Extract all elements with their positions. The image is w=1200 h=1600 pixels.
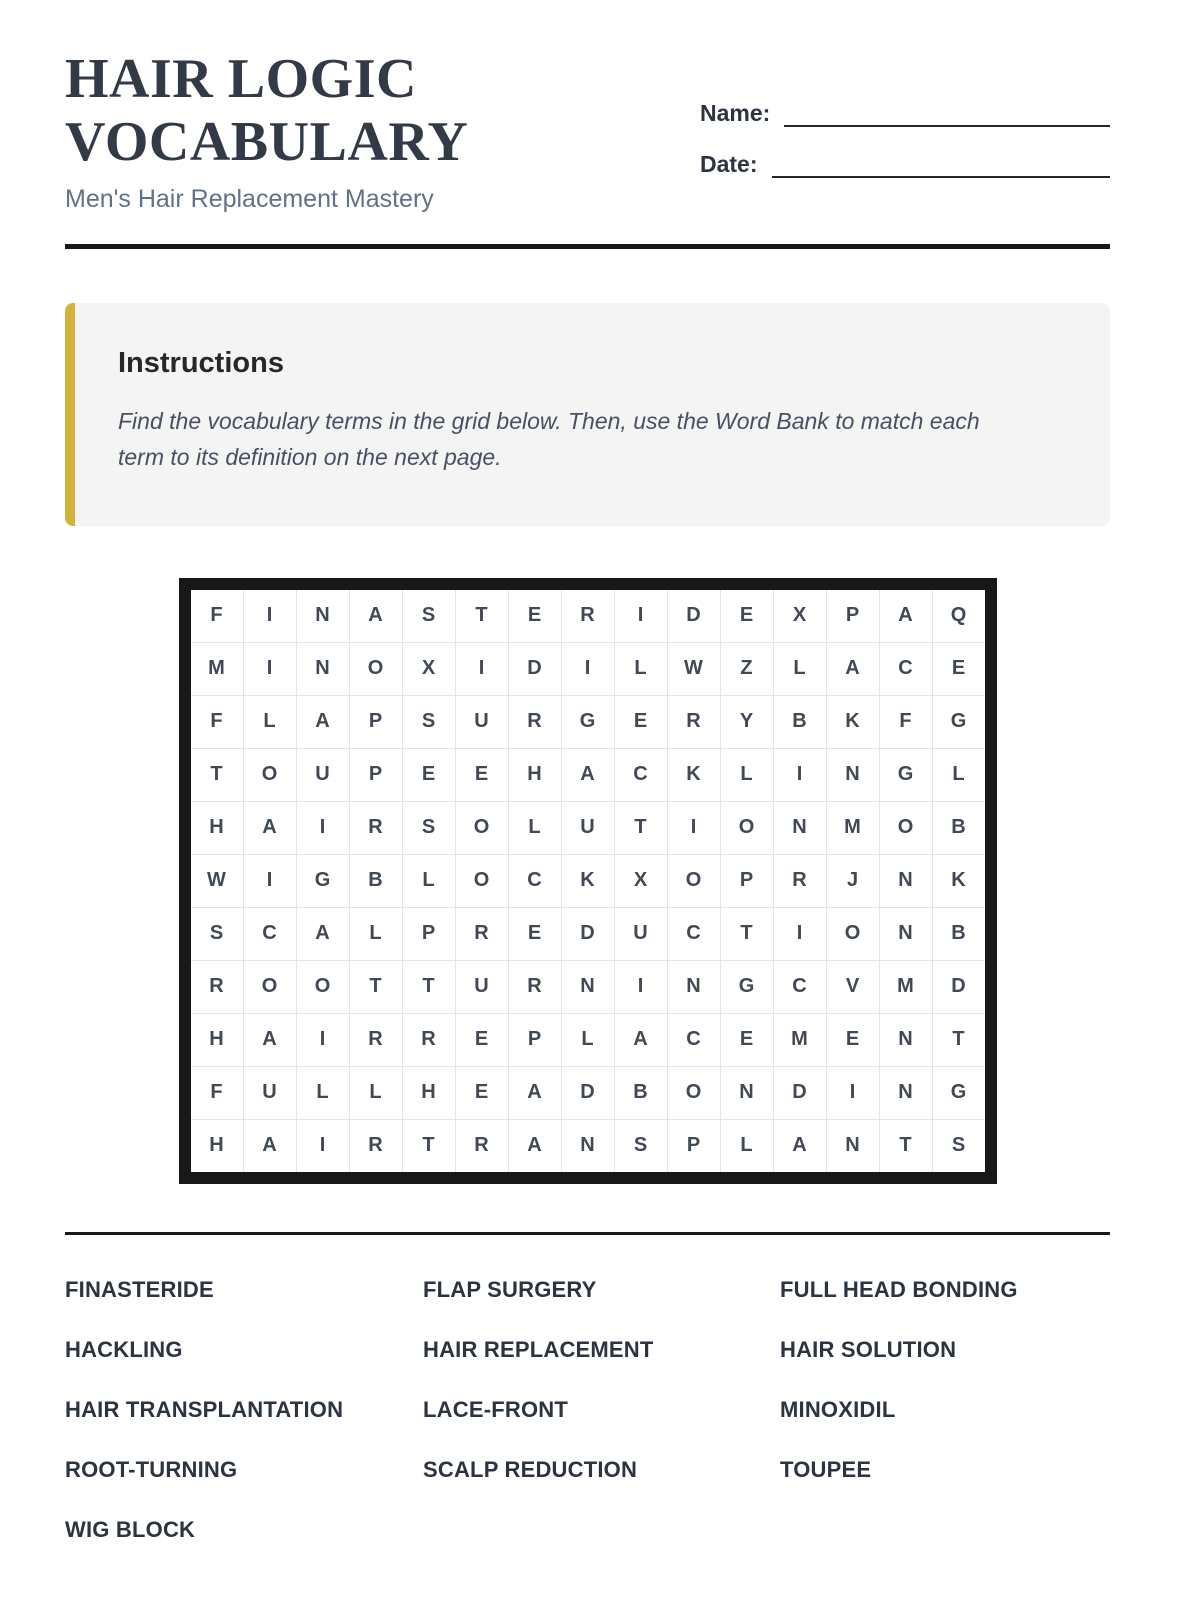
date-label: Date: — [700, 151, 758, 177]
grid-cell: N — [880, 1067, 932, 1119]
word-bank-item: TOUPEE — [780, 1456, 872, 1482]
word-bank-item: SCALP REDUCTION — [423, 1456, 638, 1482]
page-title-line2: VOCABULARY — [65, 110, 469, 173]
grid-cell: E — [403, 749, 455, 801]
grid-cell: O — [244, 749, 296, 801]
grid-cell: E — [615, 696, 667, 748]
grid-cell: S — [403, 696, 455, 748]
grid-cell: S — [403, 590, 455, 642]
word-bank — [65, 1277, 1110, 1583]
grid-cell: L — [721, 749, 773, 801]
grid-cell: T — [403, 1120, 455, 1172]
grid-cell: T — [191, 749, 243, 801]
grid-cell: L — [403, 855, 455, 907]
grid-cell: R — [668, 696, 720, 748]
divider-bottom — [65, 1232, 1110, 1235]
grid-cell: B — [933, 802, 985, 854]
grid-cell: R — [191, 961, 243, 1013]
grid-cell: D — [562, 1067, 614, 1119]
grid-cell: E — [827, 1014, 879, 1066]
grid-cell: N — [827, 1120, 879, 1172]
grid-cell: D — [933, 961, 985, 1013]
name-label: Name: — [700, 100, 771, 126]
grid-cell: I — [774, 908, 826, 960]
grid-cell: U — [456, 696, 508, 748]
grid-cell: L — [933, 749, 985, 801]
grid-cell: N — [827, 749, 879, 801]
grid-cell: D — [509, 643, 561, 695]
grid-cell: J — [827, 855, 879, 907]
grid-cell: M — [191, 643, 243, 695]
grid-cell: I — [615, 961, 667, 1013]
grid-cell: A — [774, 1120, 826, 1172]
grid-cell: E — [509, 908, 561, 960]
grid-cell: O — [668, 855, 720, 907]
grid-cell: F — [191, 696, 243, 748]
grid-cell: S — [191, 908, 243, 960]
page-subtitle: Men's Hair Replacement Mastery — [65, 185, 434, 214]
grid-cell: D — [562, 908, 614, 960]
grid-cell: T — [350, 961, 402, 1013]
grid-cell: G — [297, 855, 349, 907]
grid-cell: P — [403, 908, 455, 960]
grid-cell: K — [562, 855, 614, 907]
grid-cell: R — [350, 1120, 402, 1172]
grid-cell: K — [827, 696, 879, 748]
grid-cell: R — [456, 908, 508, 960]
date-blank-line — [772, 152, 1110, 178]
word-bank-item: HACKLING — [65, 1336, 183, 1362]
grid-cell: N — [880, 855, 932, 907]
grid-cell: A — [244, 1120, 296, 1172]
grid-cell: C — [880, 643, 932, 695]
grid-cell: B — [350, 855, 402, 907]
grid-cell: F — [191, 1067, 243, 1119]
grid-cell: D — [774, 1067, 826, 1119]
grid-cell: M — [880, 961, 932, 1013]
grid-cell: I — [456, 643, 508, 695]
grid-cell: B — [615, 1067, 667, 1119]
grid-cell: P — [827, 590, 879, 642]
grid-cell: L — [562, 1014, 614, 1066]
grid-cell: G — [721, 961, 773, 1013]
grid-cell: H — [191, 1120, 243, 1172]
grid-cell: B — [933, 908, 985, 960]
word-bank-item: WIG BLOCK — [65, 1516, 196, 1542]
grid-cell: O — [880, 802, 932, 854]
grid-cell: N — [668, 961, 720, 1013]
grid-cell: E — [456, 1014, 508, 1066]
grid-cell: I — [244, 590, 296, 642]
grid-cell: C — [668, 908, 720, 960]
grid-cell: A — [297, 696, 349, 748]
word-search-grid — [179, 578, 997, 1184]
grid-cell: P — [350, 749, 402, 801]
grid-cell: N — [880, 908, 932, 960]
instructions-box — [65, 303, 1110, 525]
word-bank-item: FINASTERIDE — [65, 1276, 214, 1302]
grid-cell: N — [562, 961, 614, 1013]
grid-cell: C — [615, 749, 667, 801]
grid-cell: P — [721, 855, 773, 907]
date-field-row — [700, 151, 1110, 178]
grid-cell: O — [456, 802, 508, 854]
grid-cell: T — [721, 908, 773, 960]
grid-cell: I — [774, 749, 826, 801]
grid-cell: G — [880, 749, 932, 801]
instructions-text: Find the vocabulary terms in the grid below. Then, use the Word Bank to match each term to its definition on the next page. — [118, 408, 980, 471]
grid-cell: U — [297, 749, 349, 801]
grid-cell: C — [668, 1014, 720, 1066]
grid-cell: T — [456, 590, 508, 642]
grid-cell: L — [721, 1120, 773, 1172]
instructions-content — [118, 347, 1050, 475]
grid-cell: E — [509, 590, 561, 642]
grid-cell: H — [403, 1067, 455, 1119]
grid-cell: Z — [721, 643, 773, 695]
grid-cell: R — [509, 696, 561, 748]
grid-cell: K — [933, 855, 985, 907]
word-bank-item: HAIR SOLUTION — [780, 1336, 957, 1362]
grid-cell: N — [880, 1014, 932, 1066]
grid-cell: I — [615, 590, 667, 642]
grid-cell: P — [668, 1120, 720, 1172]
grid-cell: O — [244, 961, 296, 1013]
grid-cell: L — [509, 802, 561, 854]
grid-cell: C — [509, 855, 561, 907]
grid-cell: T — [880, 1120, 932, 1172]
grid-cell: Y — [721, 696, 773, 748]
word-bank-item: LACE-FRONT — [423, 1396, 568, 1422]
grid-cell: H — [191, 1014, 243, 1066]
grid-cell: W — [668, 643, 720, 695]
grid-cell: H — [191, 802, 243, 854]
grid-cell: L — [615, 643, 667, 695]
word-bank-item: HAIR TRANSPLANTATION — [65, 1396, 344, 1422]
grid-cell: S — [933, 1120, 985, 1172]
grid-cell: R — [403, 1014, 455, 1066]
grid-cell: X — [615, 855, 667, 907]
grid-cell: A — [244, 802, 296, 854]
grid-cell: I — [297, 802, 349, 854]
accent-bar — [65, 303, 75, 525]
header — [65, 48, 1110, 214]
name-date-fields — [700, 100, 1110, 202]
grid-cell: A — [350, 590, 402, 642]
title-block — [65, 48, 468, 214]
grid-cell: O — [827, 908, 879, 960]
grid-cell: T — [933, 1014, 985, 1066]
grid-cell: N — [297, 590, 349, 642]
grid-cell: B — [774, 696, 826, 748]
grid-cell: O — [297, 961, 349, 1013]
grid-cell: V — [827, 961, 879, 1013]
grid-cell: R — [350, 1014, 402, 1066]
grid-cell: D — [668, 590, 720, 642]
grid-cell: E — [456, 749, 508, 801]
grid-cell: C — [244, 908, 296, 960]
grid-wrapper — [65, 578, 1110, 1184]
grid-cell: M — [774, 1014, 826, 1066]
word-bank-item: FULL HEAD BONDING — [780, 1276, 1018, 1302]
grid-cell: O — [668, 1067, 720, 1119]
grid-cell: K — [668, 749, 720, 801]
grid-cell: U — [615, 908, 667, 960]
grid-cell: R — [456, 1120, 508, 1172]
grid-cell: U — [244, 1067, 296, 1119]
grid-cell: Q — [933, 590, 985, 642]
grid-cell: L — [244, 696, 296, 748]
grid-cell: I — [827, 1067, 879, 1119]
grid-cell: N — [721, 1067, 773, 1119]
grid-cell: I — [562, 643, 614, 695]
grid-cell: M — [827, 802, 879, 854]
grid-cell: L — [350, 1067, 402, 1119]
grid-cell: A — [509, 1067, 561, 1119]
grid-cell: R — [350, 802, 402, 854]
instructions-heading: Instructions — [118, 347, 284, 380]
grid-cell: X — [774, 590, 826, 642]
grid-cell: S — [403, 802, 455, 854]
page-title-line1: HAIR LOGIC — [65, 48, 417, 110]
grid-cell: E — [721, 590, 773, 642]
word-bank-item: HAIR REPLACEMENT — [423, 1336, 654, 1362]
grid-cell: L — [774, 643, 826, 695]
grid-cell: U — [562, 802, 614, 854]
grid-cell: A — [827, 643, 879, 695]
grid-cell: E — [933, 643, 985, 695]
grid-cell: L — [350, 908, 402, 960]
grid-cell: I — [244, 643, 296, 695]
grid-cell: A — [297, 908, 349, 960]
grid-cell: W — [191, 855, 243, 907]
grid-cell: A — [615, 1014, 667, 1066]
grid-cell: O — [350, 643, 402, 695]
grid-cell: E — [721, 1014, 773, 1066]
word-bank-item: ROOT-TURNING — [65, 1456, 238, 1482]
grid-cell: N — [774, 802, 826, 854]
grid-cell: A — [509, 1120, 561, 1172]
page-title — [65, 48, 468, 173]
grid-cell: T — [403, 961, 455, 1013]
grid-cell: O — [721, 802, 773, 854]
divider-top — [65, 244, 1110, 249]
grid-cell: P — [350, 696, 402, 748]
grid-cell: E — [456, 1067, 508, 1119]
grid-cell: I — [297, 1014, 349, 1066]
grid-cell: R — [562, 590, 614, 642]
grid-cell: X — [403, 643, 455, 695]
grid-cell: F — [880, 696, 932, 748]
grid-cell: N — [562, 1120, 614, 1172]
grid-cell: P — [509, 1014, 561, 1066]
grid-cell: G — [933, 1067, 985, 1119]
grid-cell: N — [297, 643, 349, 695]
word-bank-item: MINOXIDIL — [780, 1396, 896, 1422]
name-blank-line — [784, 101, 1110, 127]
grid-cell: O — [456, 855, 508, 907]
name-field-row — [700, 100, 1110, 127]
word-bank-item: FLAP SURGERY — [423, 1276, 597, 1302]
grid-cell: C — [774, 961, 826, 1013]
grid-cell: S — [615, 1120, 667, 1172]
grid-cell: I — [668, 802, 720, 854]
grid-cell: F — [191, 590, 243, 642]
grid-cell: H — [509, 749, 561, 801]
grid-cell: L — [297, 1067, 349, 1119]
grid-cell: I — [244, 855, 296, 907]
grid-cell: G — [562, 696, 614, 748]
grid-cell: T — [615, 802, 667, 854]
grid-cell: R — [774, 855, 826, 907]
grid-cell: U — [456, 961, 508, 1013]
grid-cell: R — [509, 961, 561, 1013]
grid-cell: I — [297, 1120, 349, 1172]
grid-cell: A — [562, 749, 614, 801]
grid-cell: A — [244, 1014, 296, 1066]
grid-cell: G — [933, 696, 985, 748]
grid-cell: A — [880, 590, 932, 642]
